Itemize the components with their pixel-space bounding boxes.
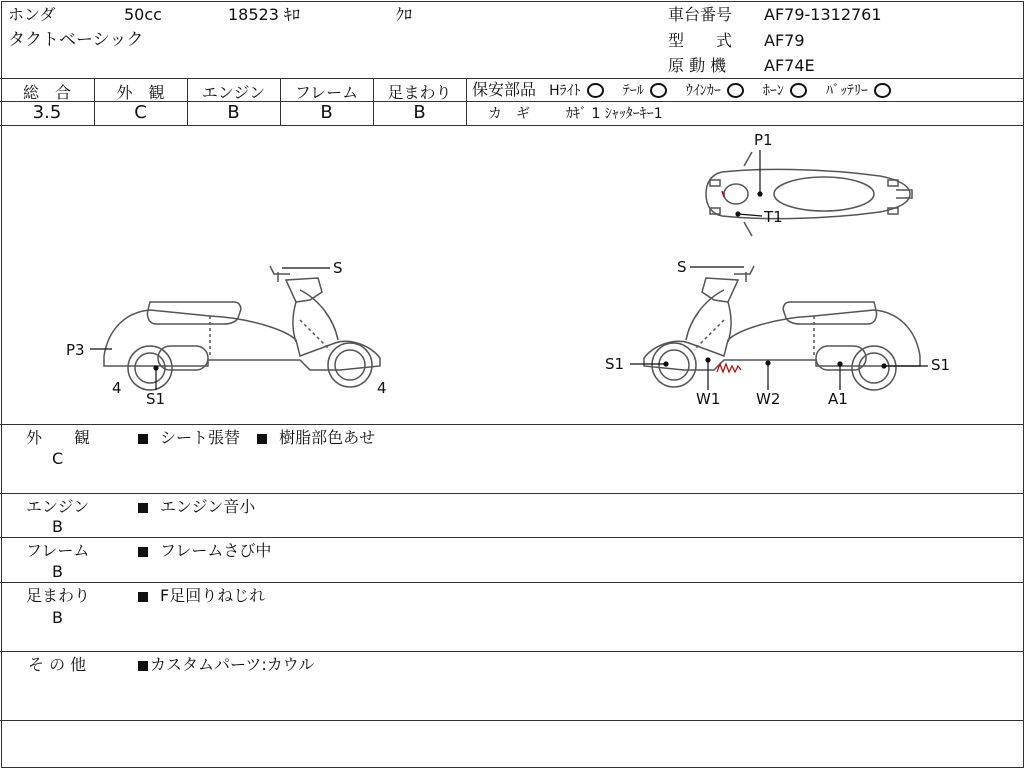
mileage: 18523 ｷﾛ [228,5,300,24]
label-s1-right-front: S1 [605,355,625,373]
key-value: ｶｷﾞ 1 ｼｬｯﾀｰｷｰ1 [566,106,663,122]
grade-value-exterior: C [134,102,147,123]
note-label-other: そ の 他 [28,655,87,674]
safety-item-tail: ﾃｰﾙ [622,83,644,99]
bullet-square-icon [138,547,148,557]
divider [0,582,1024,583]
engine-value: AF74E [764,56,815,75]
bullet-square-icon [257,434,267,444]
ok-circle-icon [650,83,667,98]
safety-item-battery: ﾊﾞｯﾃﾘｰ [826,83,869,99]
ok-circle-icon [874,83,891,98]
grade-value-suspension: B [413,102,426,123]
label-p1: P1 [754,131,773,149]
note-item: 樹脂部色あせ [279,428,376,447]
note-grade-frame: B [52,562,63,581]
note-label-frame: フレーム [26,541,90,560]
label-a1: A1 [828,390,848,408]
scooter-diagram [0,126,1024,424]
safety-item-winker: ｳｲﾝｶｰ [685,83,721,99]
note-grade-exterior: C [52,449,64,468]
note-items-suspension [138,586,265,606]
divider [0,537,1024,538]
scratch-mark [717,364,741,372]
grade-value-frame: B [320,102,333,123]
note-item: カスタムパーツ:カウル [150,655,315,674]
note-item: エンジン音小 [160,497,256,516]
divider [466,78,467,125]
type-label: 型 式 [668,31,733,50]
bullet-square-icon [138,661,148,671]
maker: ホンダ [8,5,56,24]
label-w1: W1 [696,390,721,408]
grade-value-overall: 3.5 [32,102,62,123]
note-item: フレームさび中 [160,541,272,560]
safety-label: 保安部品 [472,80,537,99]
note-items-other [138,655,314,675]
bullet-square-icon [138,503,148,513]
scooter-side-right [644,266,920,390]
note-label-suspension: 足まわり [26,586,91,605]
divider [0,78,1024,79]
model-name: タクトベーシック [8,30,144,50]
scooter-side-left [104,266,380,390]
note-label-exterior: 外 観 [26,428,91,447]
safety-row [472,80,891,101]
label-4-right: 4 [377,379,387,397]
displacement: 50cc [124,5,162,24]
frame-no-label: 車台番号 [668,5,733,24]
note-label-engine: エンジン [26,497,90,516]
grade-value-engine: B [227,102,240,123]
engine-label: 原 動 機 [668,56,727,75]
grade-label-exterior: 外 観 [116,83,165,102]
note-items-engine [138,497,255,517]
note-grade-suspension: B [52,608,63,627]
safety-item-headlight: Hﾗｲﾄ [549,83,581,99]
divider [466,101,1023,102]
label-w2: W2 [756,390,781,408]
divider [0,493,1024,494]
type-value: AF79 [764,31,805,50]
divider [0,424,1024,425]
grade-label-overall: 総 合 [22,83,71,102]
grade-label-engine: エンジン [201,83,266,102]
ok-circle-icon [587,83,604,98]
key-label: カ ギ [488,106,530,122]
color: ｸﾛ [396,5,413,24]
scooter-top-view [706,152,912,236]
note-items-exterior [138,428,375,448]
label-4-left: 4 [112,379,122,397]
frame-no: AF79-1312761 [764,5,882,24]
ok-circle-icon [727,83,744,98]
label-t1: T1 [764,208,783,226]
label-p3: P3 [66,341,85,359]
divider [0,720,1024,721]
grade-label-suspension: 足まわり [387,83,452,102]
bullet-square-icon [138,592,148,602]
note-item: シート張替 [160,428,241,447]
bullet-square-icon [138,434,148,444]
grade-label-frame: フレーム [294,83,359,102]
label-s1-left: S1 [146,390,166,408]
safety-item-horn: ﾎｰﾝ [762,83,784,99]
note-item: F足回りねじれ [160,586,266,605]
label-s-left: S [333,259,343,277]
ok-circle-icon [790,83,807,98]
label-s1-right-rear: S1 [931,356,951,374]
note-items-frame [138,541,271,561]
divider [0,651,1024,652]
note-grade-engine: B [52,517,63,536]
label-s-right: S [677,258,687,276]
